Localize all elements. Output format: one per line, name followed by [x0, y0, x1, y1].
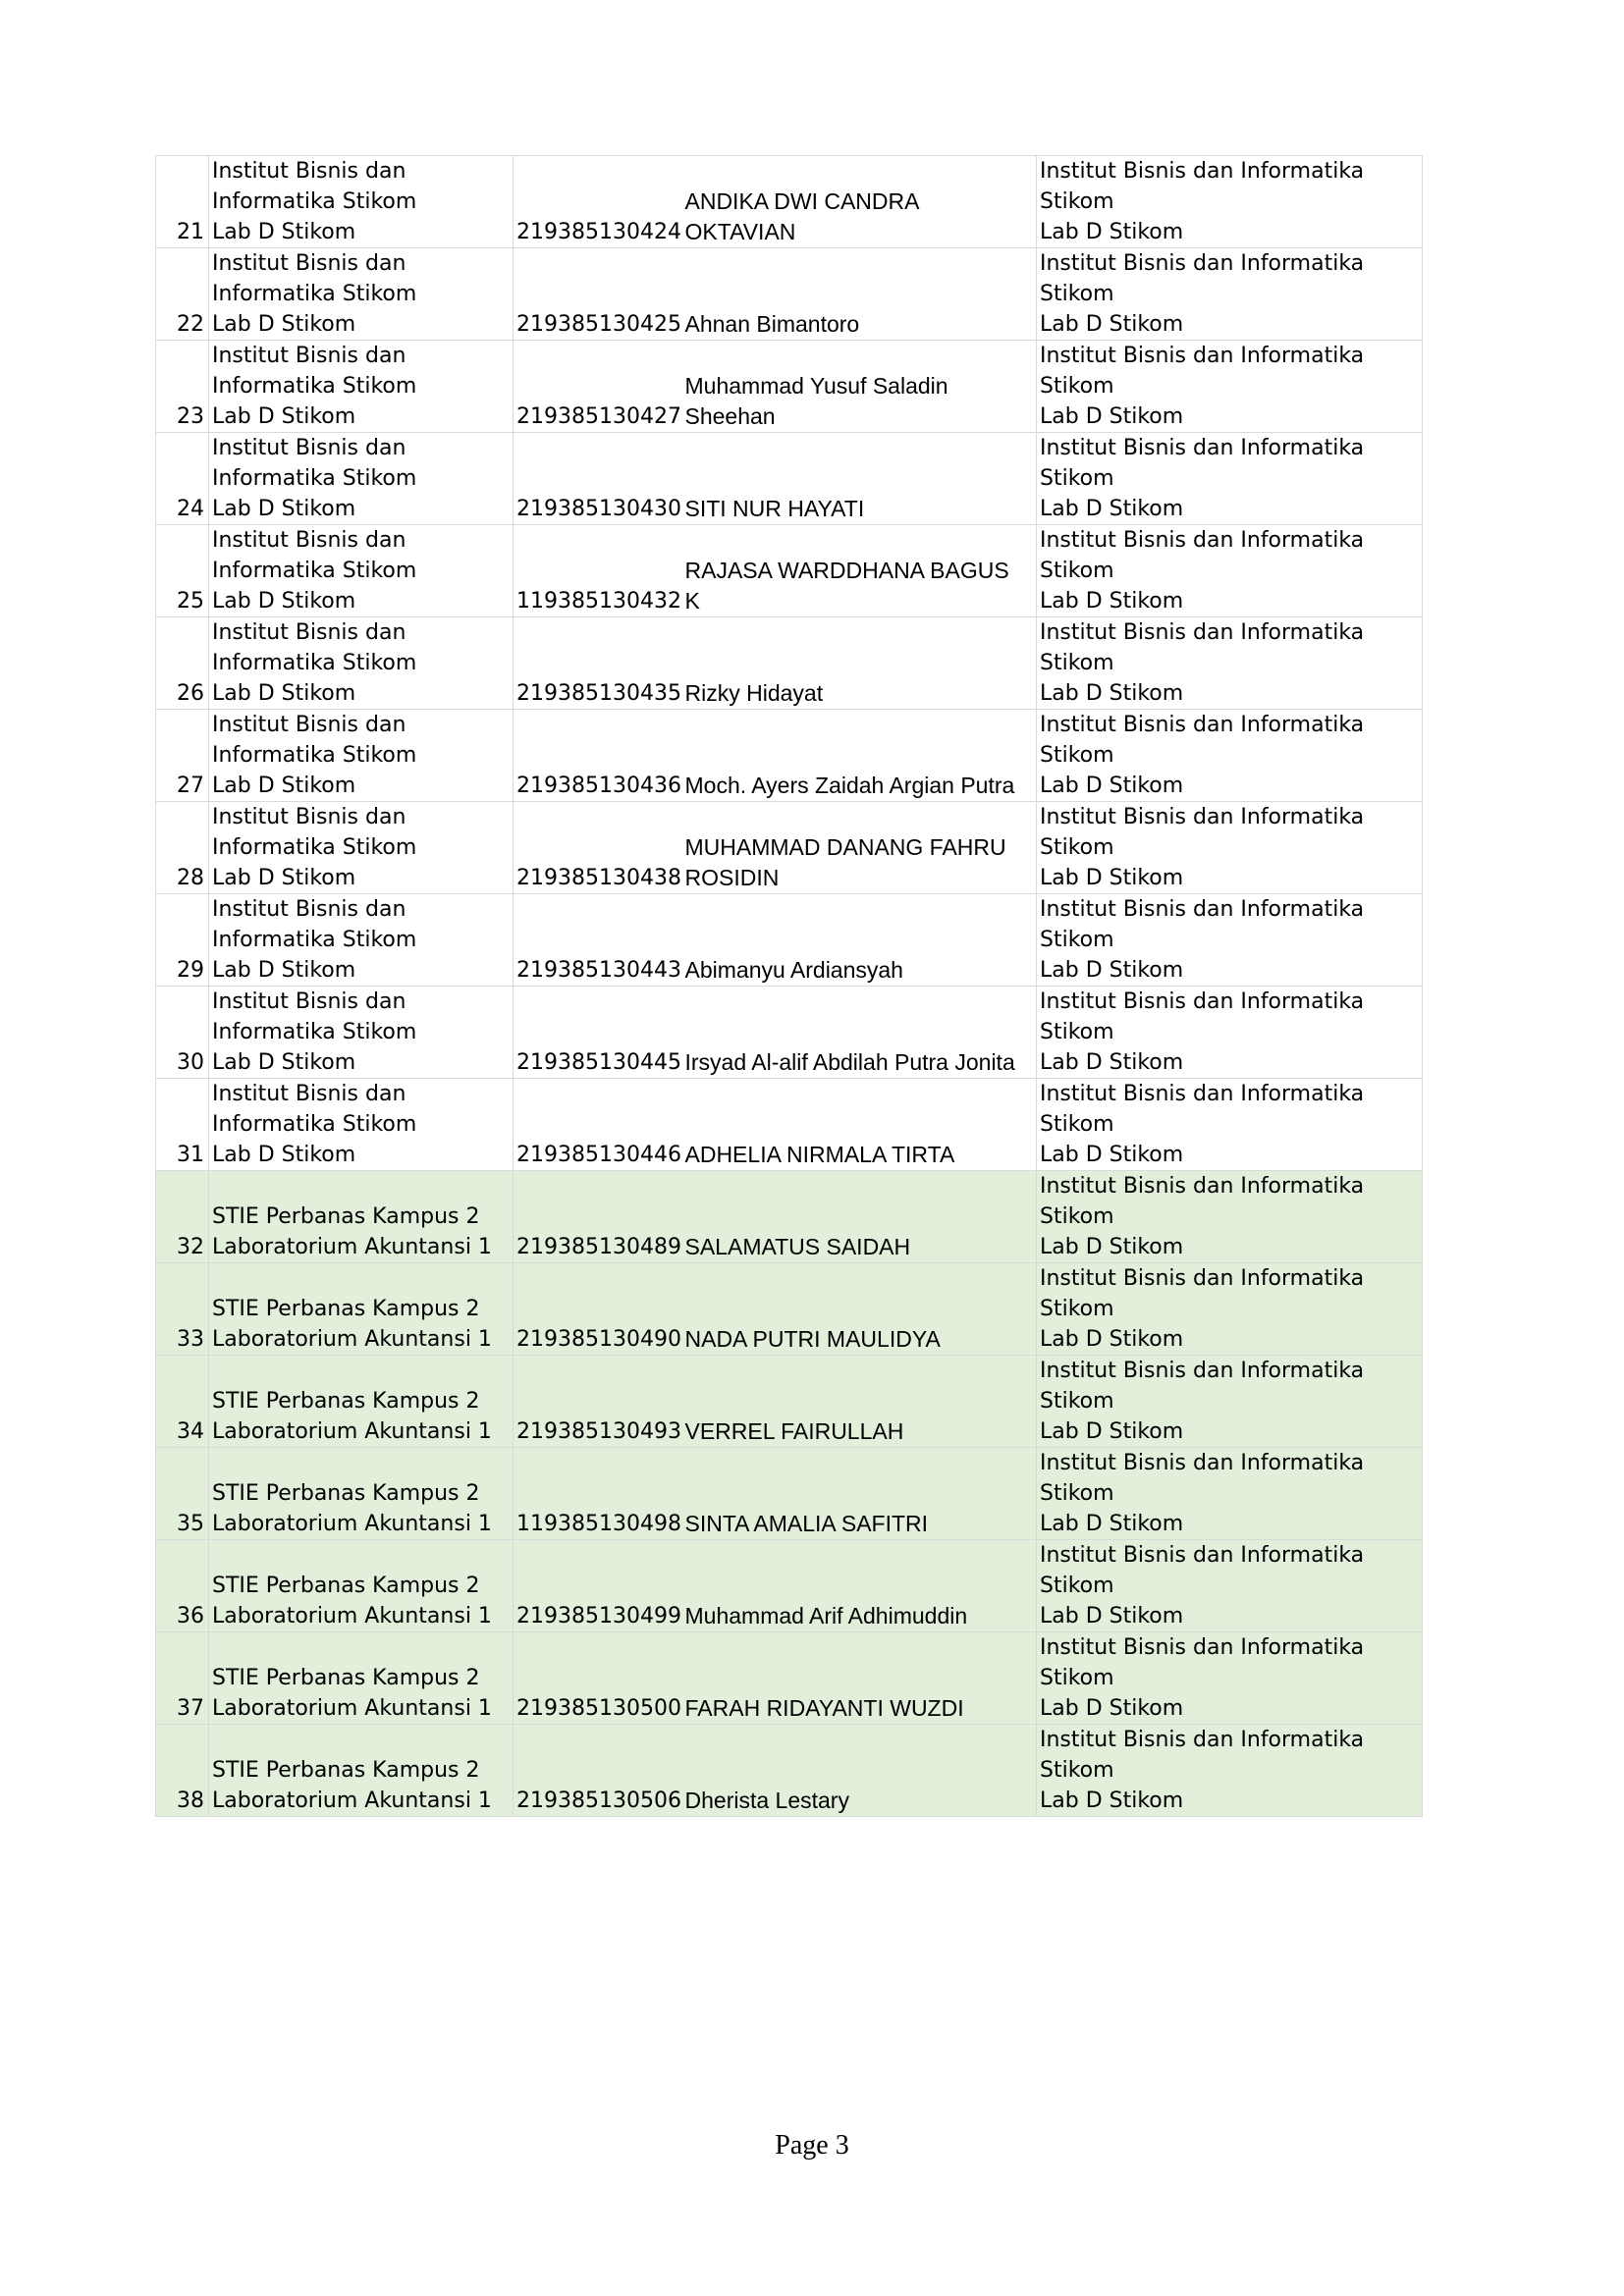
destination-institution-line: Institut Bisnis dan Informatika [1040, 989, 1365, 1014]
destination-institution-line: Lab D Stikom [1040, 1604, 1184, 1629]
destination-institution-cell [1037, 1079, 1423, 1171]
origin-institution-cell [209, 1632, 514, 1725]
student-name-cell [682, 1540, 1037, 1632]
origin-institution-line: Lab D Stikom [212, 866, 356, 890]
row-number-cell: 22 [156, 248, 209, 341]
student-id-cell: 219385130500 [514, 1632, 682, 1725]
destination-institution-line: Institut Bisnis dan Informatika [1040, 159, 1365, 184]
row-number-cell: 29 [156, 894, 209, 987]
student-id-cell: 219385130489 [514, 1171, 682, 1263]
destination-institution-cell [1037, 156, 1423, 248]
student-name-line: Muhammad Yusuf Saladin [684, 373, 948, 399]
origin-institution-cell [209, 248, 514, 341]
origin-institution-line: Informatika Stikom [212, 1020, 417, 1044]
origin-institution-line: Lab D Stikom [212, 1143, 356, 1167]
destination-institution-line: Stikom [1040, 1389, 1114, 1414]
destination-institution-line: Lab D Stikom [1040, 1050, 1184, 1075]
origin-institution-line: Lab D Stikom [212, 958, 356, 983]
origin-institution-line: Informatika Stikom [212, 466, 417, 491]
destination-institution-line: Stikom [1040, 1481, 1114, 1506]
origin-institution-line: STIE Perbanas Kampus 2 [212, 1574, 480, 1598]
student-id-cell: 219385130443 [514, 894, 682, 987]
origin-institution-line: Laboratorium Akuntansi 1 [212, 1419, 492, 1444]
student-name-line: Rizky Hidayat [684, 680, 824, 706]
origin-institution-cell [209, 341, 514, 433]
row-number-cell: 36 [156, 1540, 209, 1632]
origin-institution-line: Informatika Stikom [212, 559, 417, 583]
student-name-line: NADA PUTRI MAULIDYA [684, 1326, 941, 1352]
student-id-cell: 219385130427 [514, 341, 682, 433]
student-id-cell: 219385130490 [514, 1263, 682, 1356]
origin-institution-line: STIE Perbanas Kampus 2 [212, 1297, 480, 1321]
table-row [156, 248, 1423, 341]
student-name-line: Moch. Ayers Zaidah Argian Putra [684, 773, 1015, 798]
destination-institution-line: Stikom [1040, 743, 1114, 768]
origin-institution-line: Lab D Stikom [212, 312, 356, 337]
destination-institution-line: Institut Bisnis dan Informatika [1040, 1543, 1365, 1568]
origin-institution-line: Lab D Stikom [212, 681, 356, 706]
student-name-cell [682, 1725, 1037, 1817]
origin-institution-line: STIE Perbanas Kampus 2 [212, 1481, 480, 1506]
student-id-cell: 219385130425 [514, 248, 682, 341]
participants-table-body [156, 156, 1423, 1817]
origin-institution-line: Institut Bisnis dan [212, 989, 406, 1014]
destination-institution-line: Lab D Stikom [1040, 1235, 1184, 1259]
origin-institution-line: Lab D Stikom [212, 220, 356, 244]
destination-institution-line: Institut Bisnis dan Informatika [1040, 1728, 1365, 1752]
destination-institution-line: Lab D Stikom [1040, 404, 1184, 429]
table-row [156, 525, 1423, 617]
destination-institution-line: Stikom [1040, 1297, 1114, 1321]
destination-institution-line: Lab D Stikom [1040, 312, 1184, 337]
origin-institution-line: Informatika Stikom [212, 374, 417, 399]
destination-institution-line: Stikom [1040, 651, 1114, 675]
destination-institution-line: Institut Bisnis dan Informatika [1040, 620, 1365, 645]
destination-institution-line: Institut Bisnis dan Informatika [1040, 1635, 1365, 1660]
table-row [156, 156, 1423, 248]
destination-institution-cell [1037, 1448, 1423, 1540]
origin-institution-line: Lab D Stikom [212, 589, 356, 614]
row-number-cell: 23 [156, 341, 209, 433]
student-name-cell [682, 1263, 1037, 1356]
row-number-cell: 21 [156, 156, 209, 248]
destination-institution-line: Lab D Stikom [1040, 1789, 1184, 1813]
destination-institution-line: Institut Bisnis dan Informatika [1040, 436, 1365, 460]
student-id-cell: 219385130435 [514, 617, 682, 710]
destination-institution-line: Institut Bisnis dan Informatika [1040, 528, 1365, 553]
destination-institution-line: Stikom [1040, 1574, 1114, 1598]
student-name-line: SINTA AMALIA SAFITRI [684, 1511, 929, 1536]
table-row [156, 1540, 1423, 1632]
destination-institution-line: Lab D Stikom [1040, 1696, 1184, 1721]
table-row [156, 710, 1423, 802]
student-name-line: Irsyad Al-alif Abdilah Putra Jonita [684, 1049, 1015, 1075]
origin-institution-cell [209, 1356, 514, 1448]
table-row [156, 1171, 1423, 1263]
destination-institution-line: Stikom [1040, 282, 1114, 306]
origin-institution-line: STIE Perbanas Kampus 2 [212, 1758, 480, 1783]
student-name-cell [682, 894, 1037, 987]
destination-institution-line: Stikom [1040, 466, 1114, 491]
student-id-cell: 219385130430 [514, 433, 682, 525]
origin-institution-line: Informatika Stikom [212, 282, 417, 306]
destination-institution-line: Institut Bisnis dan Informatika [1040, 1174, 1365, 1199]
origin-institution-cell [209, 894, 514, 987]
student-id-cell: 219385130436 [514, 710, 682, 802]
student-name-cell [682, 617, 1037, 710]
destination-institution-line: Lab D Stikom [1040, 958, 1184, 983]
origin-institution-cell [209, 433, 514, 525]
destination-institution-cell [1037, 710, 1423, 802]
destination-institution-cell [1037, 1171, 1423, 1263]
destination-institution-line: Institut Bisnis dan Informatika [1040, 251, 1365, 276]
table-row [156, 617, 1423, 710]
student-id-cell: 219385130499 [514, 1540, 682, 1632]
row-number-cell: 35 [156, 1448, 209, 1540]
origin-institution-line: Institut Bisnis dan [212, 1082, 406, 1106]
destination-institution-line: Stikom [1040, 559, 1114, 583]
origin-institution-line: Informatika Stikom [212, 189, 417, 214]
table-row [156, 1079, 1423, 1171]
destination-institution-line: Institut Bisnis dan Informatika [1040, 344, 1365, 368]
student-id-cell: 219385130493 [514, 1356, 682, 1448]
origin-institution-line: Institut Bisnis dan [212, 805, 406, 829]
origin-institution-line: Institut Bisnis dan [212, 897, 406, 922]
origin-institution-cell [209, 1171, 514, 1263]
destination-institution-line: Lab D Stikom [1040, 220, 1184, 244]
student-name-line: FARAH RIDAYANTI WUZDI [684, 1695, 964, 1721]
origin-institution-line: Institut Bisnis dan [212, 251, 406, 276]
origin-institution-cell [209, 1725, 514, 1817]
page-number: Page 3 [775, 2130, 849, 2161]
origin-institution-line: STIE Perbanas Kampus 2 [212, 1666, 480, 1690]
student-name-cell [682, 525, 1037, 617]
origin-institution-line: Laboratorium Akuntansi 1 [212, 1327, 492, 1352]
row-number-cell: 38 [156, 1725, 209, 1817]
origin-institution-line: STIE Perbanas Kampus 2 [212, 1389, 480, 1414]
student-name-line: VERREL FAIRULLAH [684, 1418, 904, 1444]
student-name-cell [682, 156, 1037, 248]
destination-institution-line: Institut Bisnis dan Informatika [1040, 897, 1365, 922]
table-row [156, 1632, 1423, 1725]
student-name-line: Muhammad Arif Adhimuddin [684, 1603, 968, 1629]
student-name-line: Sheehan [684, 403, 776, 429]
destination-institution-cell [1037, 341, 1423, 433]
student-id-cell: 219385130445 [514, 987, 682, 1079]
destination-institution-line: Institut Bisnis dan Informatika [1040, 1082, 1365, 1106]
student-id-cell: 219385130438 [514, 802, 682, 894]
destination-institution-cell [1037, 617, 1423, 710]
student-name-cell [682, 341, 1037, 433]
row-number-cell: 33 [156, 1263, 209, 1356]
table-row [156, 433, 1423, 525]
student-name-cell [682, 987, 1037, 1079]
student-name-cell [682, 802, 1037, 894]
student-name-line: SALAMATUS SAIDAH [684, 1234, 911, 1259]
table-row [156, 894, 1423, 987]
participants-table [155, 155, 1423, 1817]
origin-institution-cell [209, 1263, 514, 1356]
origin-institution-line: Informatika Stikom [212, 928, 417, 952]
student-name-cell [682, 433, 1037, 525]
destination-institution-line: Stikom [1040, 928, 1114, 952]
table-row [156, 987, 1423, 1079]
origin-institution-cell [209, 1079, 514, 1171]
origin-institution-line: Institut Bisnis dan [212, 436, 406, 460]
student-name-cell [682, 1356, 1037, 1448]
row-number-cell: 31 [156, 1079, 209, 1171]
destination-institution-line: Lab D Stikom [1040, 1419, 1184, 1444]
row-number-cell: 25 [156, 525, 209, 617]
destination-institution-line: Lab D Stikom [1040, 497, 1184, 521]
student-name-line: Ahnan Bimantoro [684, 311, 860, 337]
origin-institution-line: Laboratorium Akuntansi 1 [212, 1789, 492, 1813]
student-name-cell [682, 248, 1037, 341]
destination-institution-cell [1037, 525, 1423, 617]
destination-institution-cell [1037, 1725, 1423, 1817]
table-row [156, 1725, 1423, 1817]
origin-institution-cell [209, 617, 514, 710]
destination-institution-line: Lab D Stikom [1040, 589, 1184, 614]
student-name-cell [682, 1632, 1037, 1725]
destination-institution-line: Lab D Stikom [1040, 1143, 1184, 1167]
row-number-cell: 28 [156, 802, 209, 894]
origin-institution-line: Institut Bisnis dan [212, 344, 406, 368]
origin-institution-line: Informatika Stikom [212, 1112, 417, 1137]
destination-institution-line: Stikom [1040, 1666, 1114, 1690]
destination-institution-line: Institut Bisnis dan Informatika [1040, 1359, 1365, 1383]
destination-institution-cell [1037, 987, 1423, 1079]
destination-institution-line: Institut Bisnis dan Informatika [1040, 713, 1365, 737]
destination-institution-line: Lab D Stikom [1040, 1512, 1184, 1536]
destination-institution-line: Stikom [1040, 1020, 1114, 1044]
origin-institution-cell [209, 1448, 514, 1540]
origin-institution-line: Laboratorium Akuntansi 1 [212, 1512, 492, 1536]
destination-institution-cell [1037, 802, 1423, 894]
student-name-line: SITI NUR HAYATI [684, 496, 865, 521]
destination-institution-cell [1037, 248, 1423, 341]
student-name-cell [682, 1171, 1037, 1263]
student-name-line: K [684, 588, 700, 614]
destination-institution-cell [1037, 1263, 1423, 1356]
destination-institution-line: Stikom [1040, 1758, 1114, 1783]
origin-institution-cell [209, 710, 514, 802]
destination-institution-line: Lab D Stikom [1040, 681, 1184, 706]
origin-institution-line: Institut Bisnis dan [212, 159, 406, 184]
student-name-line: OKTAVIAN [684, 219, 796, 244]
row-number-cell: 24 [156, 433, 209, 525]
table-row [156, 1263, 1423, 1356]
origin-institution-line: Lab D Stikom [212, 774, 356, 798]
destination-institution-line: Institut Bisnis dan Informatika [1040, 1451, 1365, 1475]
student-name-cell [682, 1448, 1037, 1540]
origin-institution-line: Informatika Stikom [212, 835, 417, 860]
row-number-cell: 27 [156, 710, 209, 802]
origin-institution-line: Laboratorium Akuntansi 1 [212, 1235, 492, 1259]
origin-institution-line: Laboratorium Akuntansi 1 [212, 1604, 492, 1629]
student-name-cell [682, 1079, 1037, 1171]
student-id-cell: 119385130498 [514, 1448, 682, 1540]
row-number-cell: 34 [156, 1356, 209, 1448]
table-row [156, 802, 1423, 894]
destination-institution-line: Stikom [1040, 374, 1114, 399]
student-name-line: ADHELIA NIRMALA TIRTA [684, 1142, 955, 1167]
row-number-cell: 37 [156, 1632, 209, 1725]
student-name-line: ANDIKA DWI CANDRA [684, 188, 920, 214]
table-row [156, 1356, 1423, 1448]
origin-institution-line: Lab D Stikom [212, 497, 356, 521]
destination-institution-cell [1037, 894, 1423, 987]
origin-institution-cell [209, 802, 514, 894]
student-id-cell: 219385130506 [514, 1725, 682, 1817]
origin-institution-line: Lab D Stikom [212, 404, 356, 429]
table-row [156, 1448, 1423, 1540]
destination-institution-line: Institut Bisnis dan Informatika [1040, 1266, 1365, 1291]
destination-institution-cell [1037, 433, 1423, 525]
student-id-cell: 219385130446 [514, 1079, 682, 1171]
row-number-cell: 26 [156, 617, 209, 710]
origin-institution-line: Informatika Stikom [212, 743, 417, 768]
student-id-cell: 119385130432 [514, 525, 682, 617]
destination-institution-line: Stikom [1040, 1112, 1114, 1137]
destination-institution-line: Lab D Stikom [1040, 866, 1184, 890]
origin-institution-line: Lab D Stikom [212, 1050, 356, 1075]
origin-institution-line: Institut Bisnis dan [212, 528, 406, 553]
origin-institution-line: STIE Perbanas Kampus 2 [212, 1204, 480, 1229]
origin-institution-cell [209, 987, 514, 1079]
origin-institution-line: Institut Bisnis dan [212, 620, 406, 645]
destination-institution-line: Lab D Stikom [1040, 774, 1184, 798]
destination-institution-cell [1037, 1632, 1423, 1725]
destination-institution-cell [1037, 1356, 1423, 1448]
student-name-cell [682, 710, 1037, 802]
row-number-cell: 30 [156, 987, 209, 1079]
destination-institution-cell [1037, 1540, 1423, 1632]
origin-institution-line: Informatika Stikom [212, 651, 417, 675]
origin-institution-cell [209, 525, 514, 617]
origin-institution-cell [209, 156, 514, 248]
origin-institution-line: Laboratorium Akuntansi 1 [212, 1696, 492, 1721]
student-name-line: Abimanyu Ardiansyah [684, 957, 903, 983]
origin-institution-line: Institut Bisnis dan [212, 713, 406, 737]
destination-institution-line: Lab D Stikom [1040, 1327, 1184, 1352]
student-name-line: RAJASA WARDDHANA BAGUS [684, 558, 1009, 583]
destination-institution-line: Stikom [1040, 1204, 1114, 1229]
student-name-line: ROSIDIN [684, 865, 780, 890]
destination-institution-line: Institut Bisnis dan Informatika [1040, 805, 1365, 829]
origin-institution-cell [209, 1540, 514, 1632]
student-name-line: Dherista Lestary [684, 1788, 849, 1813]
student-id-cell: 219385130424 [514, 156, 682, 248]
student-name-line: MUHAMMAD DANANG FAHRU [684, 834, 1006, 860]
destination-institution-line: Stikom [1040, 189, 1114, 214]
table-row [156, 341, 1423, 433]
row-number-cell: 32 [156, 1171, 209, 1263]
destination-institution-line: Stikom [1040, 835, 1114, 860]
